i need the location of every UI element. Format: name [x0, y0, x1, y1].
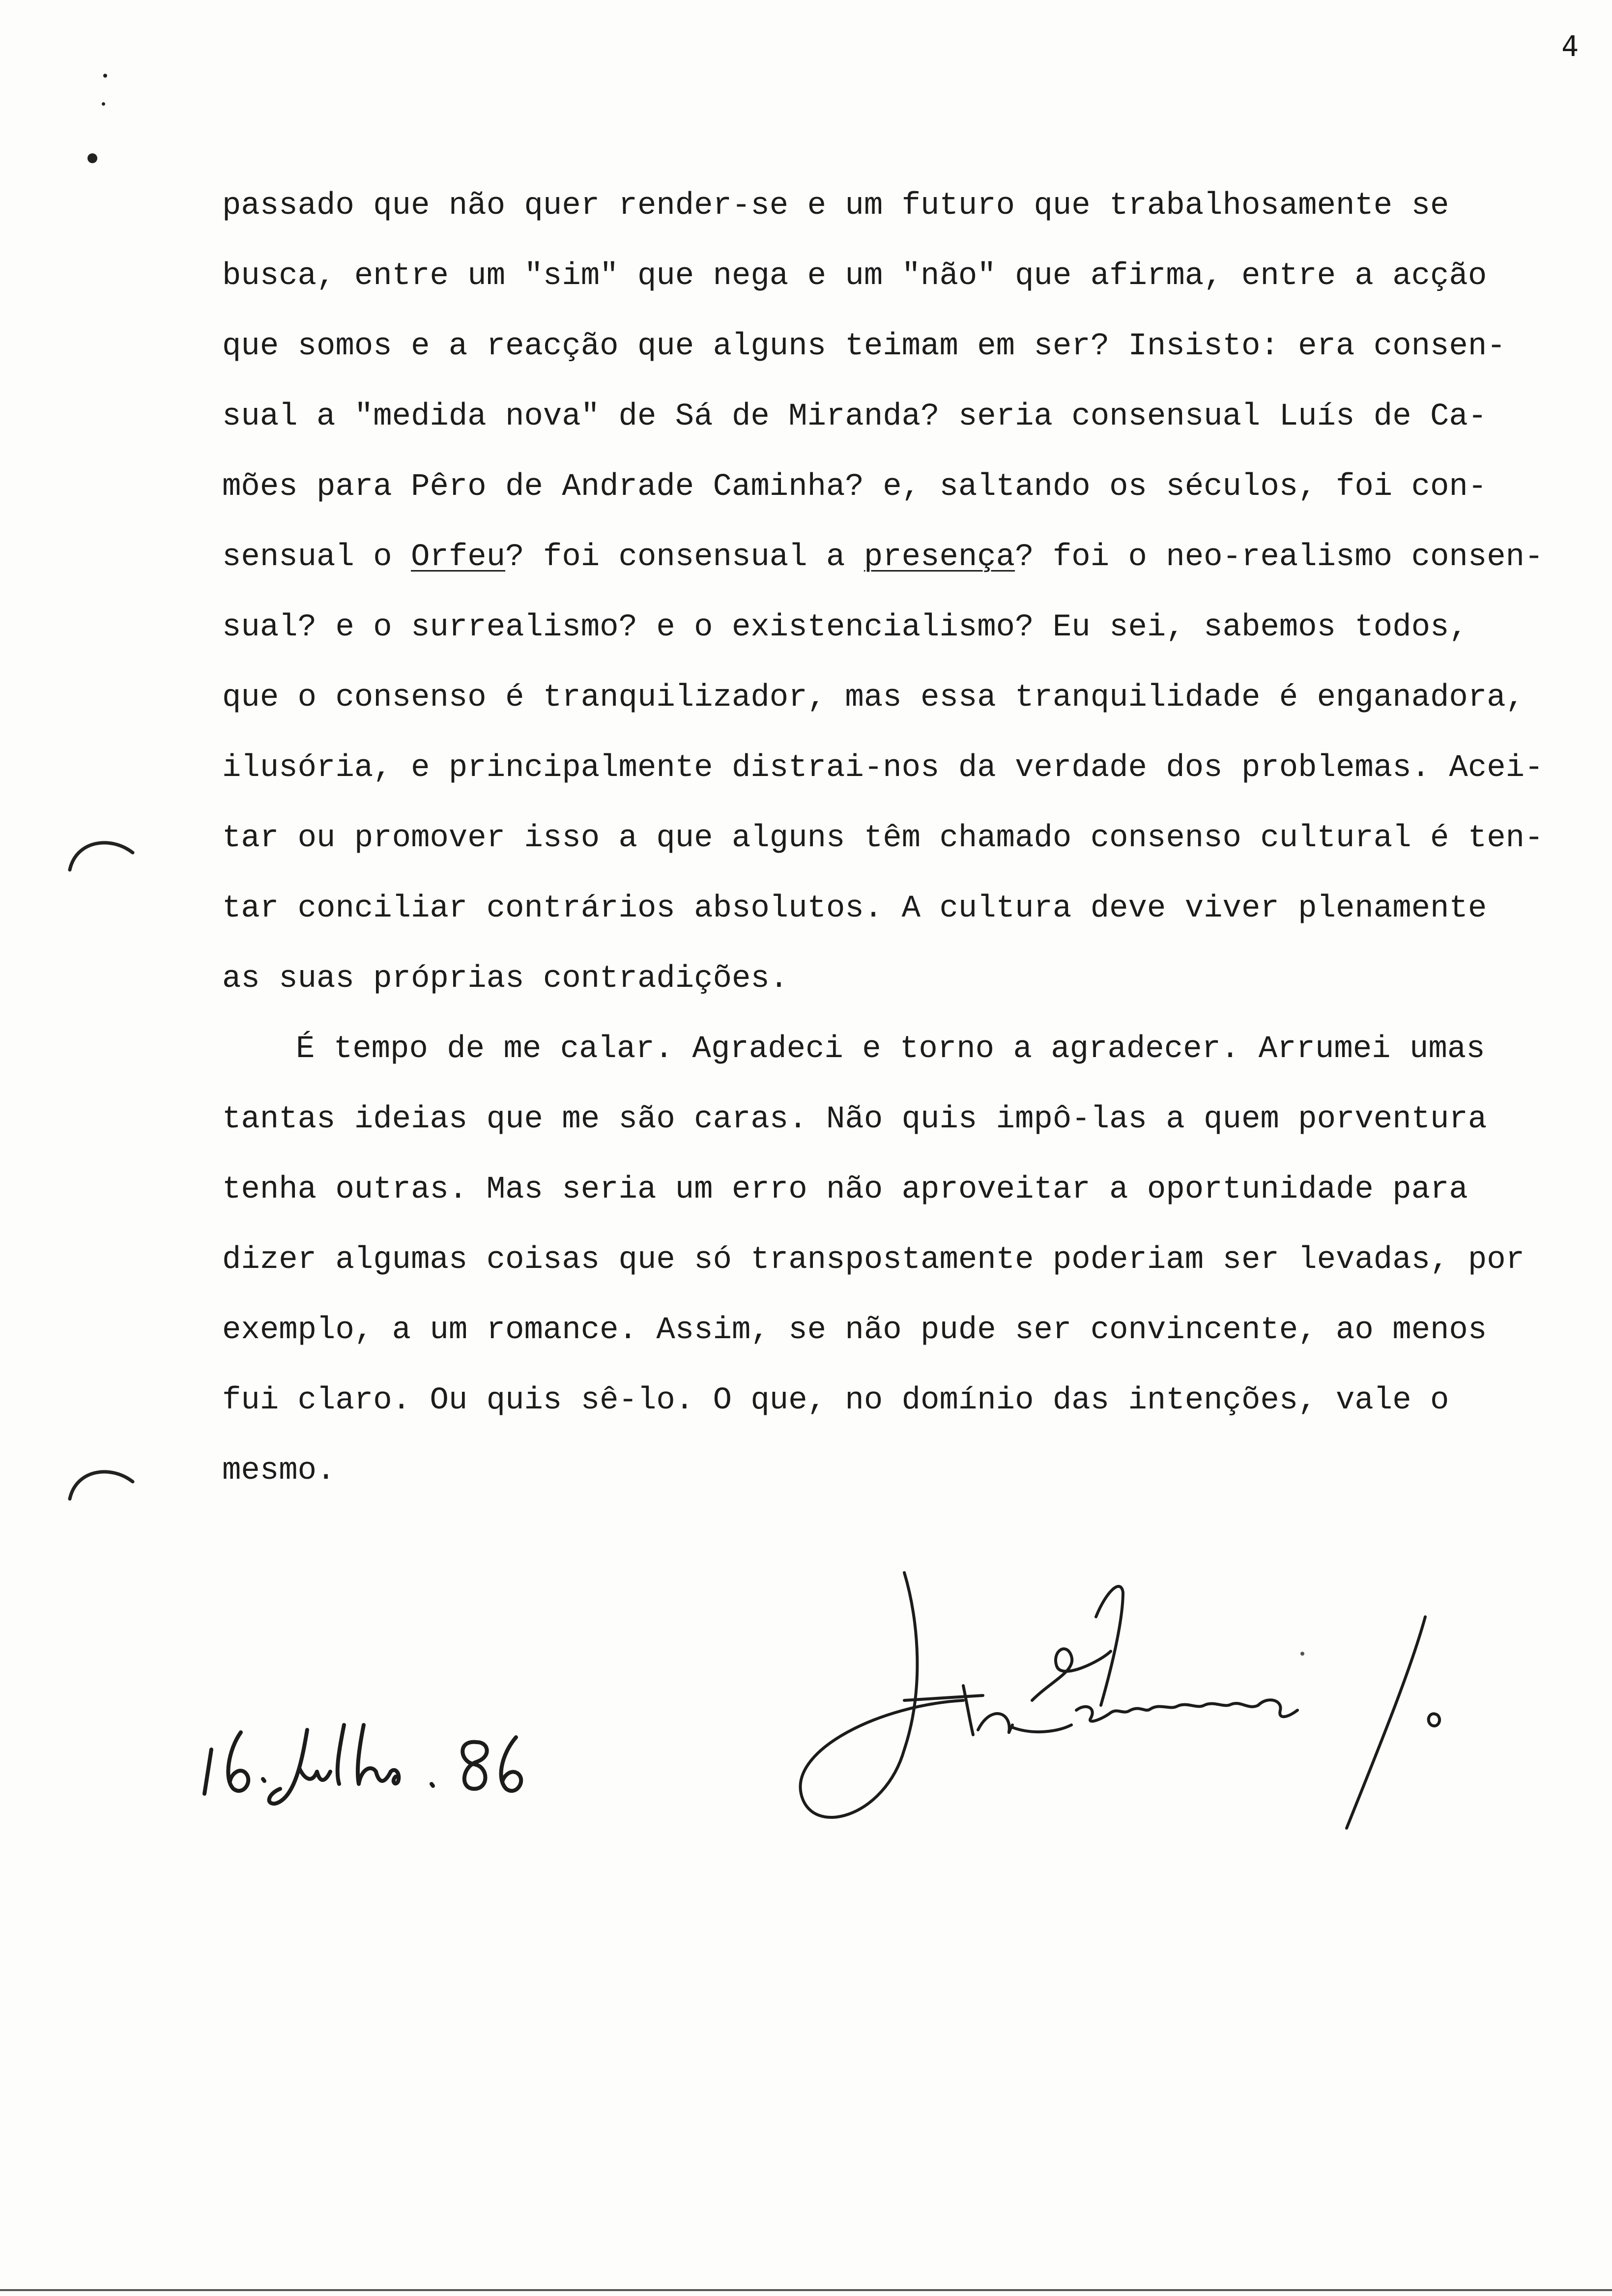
text-line: as suas próprias contradições.	[222, 961, 789, 997]
text-line: dizer algumas coisas que só transpostamente poderiam ser levadas, por	[222, 1242, 1525, 1278]
text-line: sual? e o surrealismo? e o existencialismo? Eu sei, sabemos todos,	[222, 610, 1468, 645]
text-line: É tempo de me calar. Agradeci e torno a agradecer. Arrumei umas	[296, 1032, 1485, 1067]
text-line: busca, entre um "sim" que nega e um "não" que afirma, entre a acção	[222, 258, 1487, 294]
text-segment: ? foi consensual a	[505, 540, 864, 575]
margin-dot	[103, 74, 107, 78]
title-presenca: presença	[864, 540, 1015, 575]
text-line: tantas ideias que me são caras. Não quis impô-las a quem porventura	[222, 1102, 1487, 1137]
text-segment: sensual o	[222, 540, 411, 575]
text-line: tar conciliar contrários absolutos. A cultura deve viver plenamente	[222, 891, 1487, 926]
margin-arc-mark	[64, 831, 138, 875]
title-orfeu: Orfeu	[411, 540, 506, 575]
text-line: mesmo.	[222, 1453, 336, 1489]
text-line: mões para Pêro de Andrade Caminha? e, saltando os séculos, foi con-	[222, 469, 1487, 505]
text-segment: ? foi o neo-realismo consen-	[1015, 540, 1544, 575]
text-line: sual a "medida nova" de Sá de Miranda? seria consensual Luís de Ca-	[222, 399, 1487, 434]
text-line: ilusória, e principalmente distrai-nos da verdade dos problemas. Acei-	[222, 750, 1544, 786]
handwritten-date	[202, 1686, 595, 1813]
text-line: exemplo, a um romance. Assim, se não pude ser convincente, ao menos	[222, 1313, 1487, 1348]
signature	[757, 1563, 1455, 1872]
bottom-edge-rule	[0, 2289, 1612, 2291]
text-line: passado que não quer render-se e um futuro que trabalhosamente se	[222, 188, 1449, 224]
body-text	[222, 171, 1608, 1506]
margin-dot	[87, 153, 97, 163]
page-number: 4	[1561, 29, 1579, 63]
margin-arc-mark	[64, 1460, 138, 1504]
text-line: tar ou promover isso a que alguns têm chamado consenso cultural é ten-	[222, 821, 1544, 856]
text-line: que somos e a reacção que alguns teimam em ser? Insisto: era consen-	[222, 329, 1506, 364]
margin-dot	[102, 102, 105, 106]
text-line: tenha outras. Mas seria um erro não aproveitar a oportunidade para	[222, 1172, 1468, 1207]
text-line: fui claro. Ou quis sê-lo. O que, no domínio das intenções, vale o	[222, 1383, 1449, 1418]
text-line: que o consenso é tranquilizador, mas essa tranquilidade é enganadora,	[222, 680, 1525, 716]
text-line	[222, 522, 1608, 593]
